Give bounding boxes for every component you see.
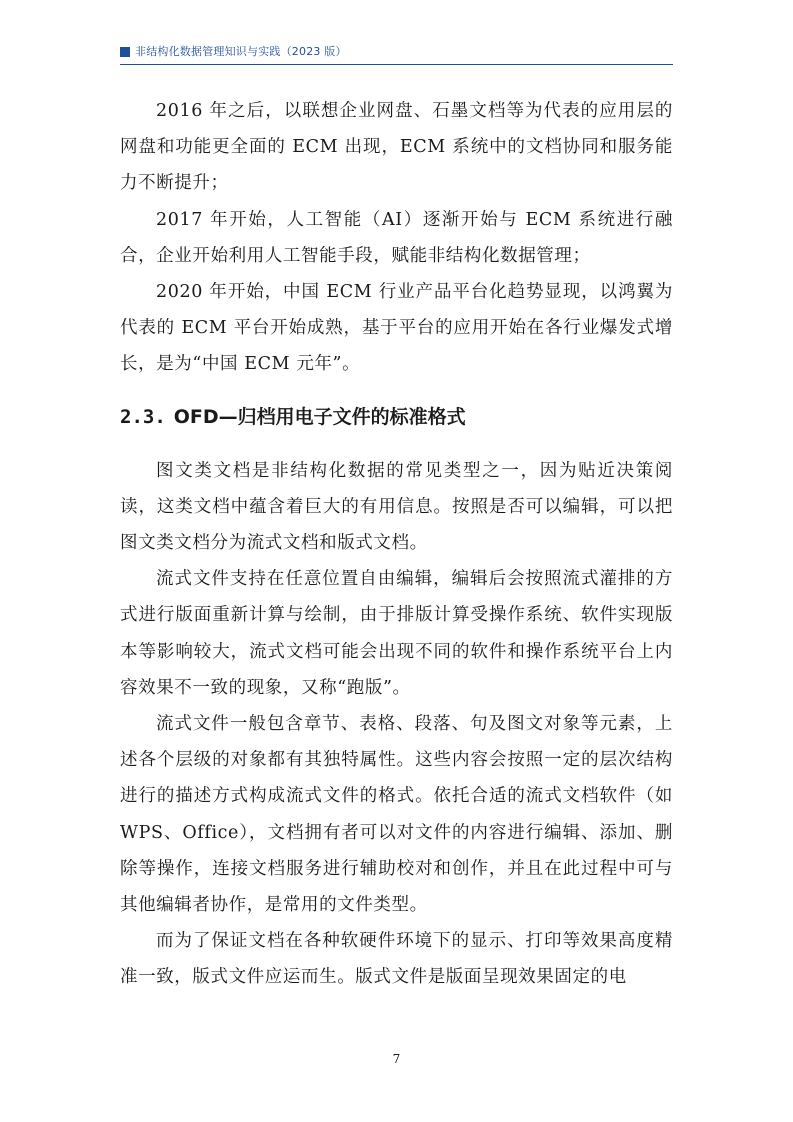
document-body <box>120 93 673 996</box>
paragraph-graphic-docs: 图文类文档是非结构化数据的常见类型之一，因为贴近决策阅读，这类文档中蕴含着巨大的有用信息。按照是否可以编辑，可以把图文类文档分为流式文档和版式文档。 <box>120 460 673 554</box>
header-square-icon <box>120 47 130 57</box>
paragraph-2017: 2017 年开始，人工智能（AI）逐渐开始与 ECM 系统进行融合，企业开始利用人工智能手段，赋能非结构化数据管理； <box>120 209 673 266</box>
running-header <box>120 42 673 66</box>
header-divider <box>120 64 673 65</box>
page-number: 7 <box>392 1052 401 1066</box>
header-title: 非结构化数据管理知识与实践（2023 版） <box>135 45 347 58</box>
paragraph-flow-elements: 流式文件一般包含章节、表格、段落、句及图文对象等元素，上述各个层级的对象都有其独特属性。这些内容会按照一定的层次结构进行的描述方式构成流式文件的格式。依托合适的流式文档软件（如 WPS、Office），文档拥有者可以对文件的内容进行编辑、添加、删除等操作，连接文档服务进行辅助校对和创作，并且在此过程中可与其他编辑者协作，是常用的文件类型。 <box>120 714 673 916</box>
paragraph-flow-files: 流式文件支持在任意位置自由编辑，编辑后会按照流式灌排的方式进行版面重新计算与绘制，由于排版计算受操作系统、软件实现版本等影响较大，流式文档可能会出现不同的软件和操作系统平台上内容效果不一致的现象，又称“跑版”。 <box>120 569 673 698</box>
paragraph-fixed-layout: 而为了保证文档在各种软硬件环境下的显示、打印等效果高度精准一致，版式文件应运而生。版式文件是版面呈现效果固定的电 <box>120 931 673 988</box>
section-title: OFD—归档用电子文件的标准格式 <box>173 405 466 428</box>
paragraph-2016: 2016 年之后，以联想企业网盘、石墨文档等为代表的应用层的网盘和功能更全面的 ECM 出现，ECM 系统中的文档协同和服务能力不断提升； <box>120 101 673 194</box>
section-number: 2.3. <box>120 405 166 428</box>
paragraph-2020: 2020 年开始，中国 ECM 行业产品平台化趋势显现，以鸿翼为代表的 ECM 平台开始成熟，基于平台的应用开始在各行业爆发式增长，是为“中国 ECM 元年”。 <box>120 282 673 375</box>
section-heading <box>120 400 673 434</box>
